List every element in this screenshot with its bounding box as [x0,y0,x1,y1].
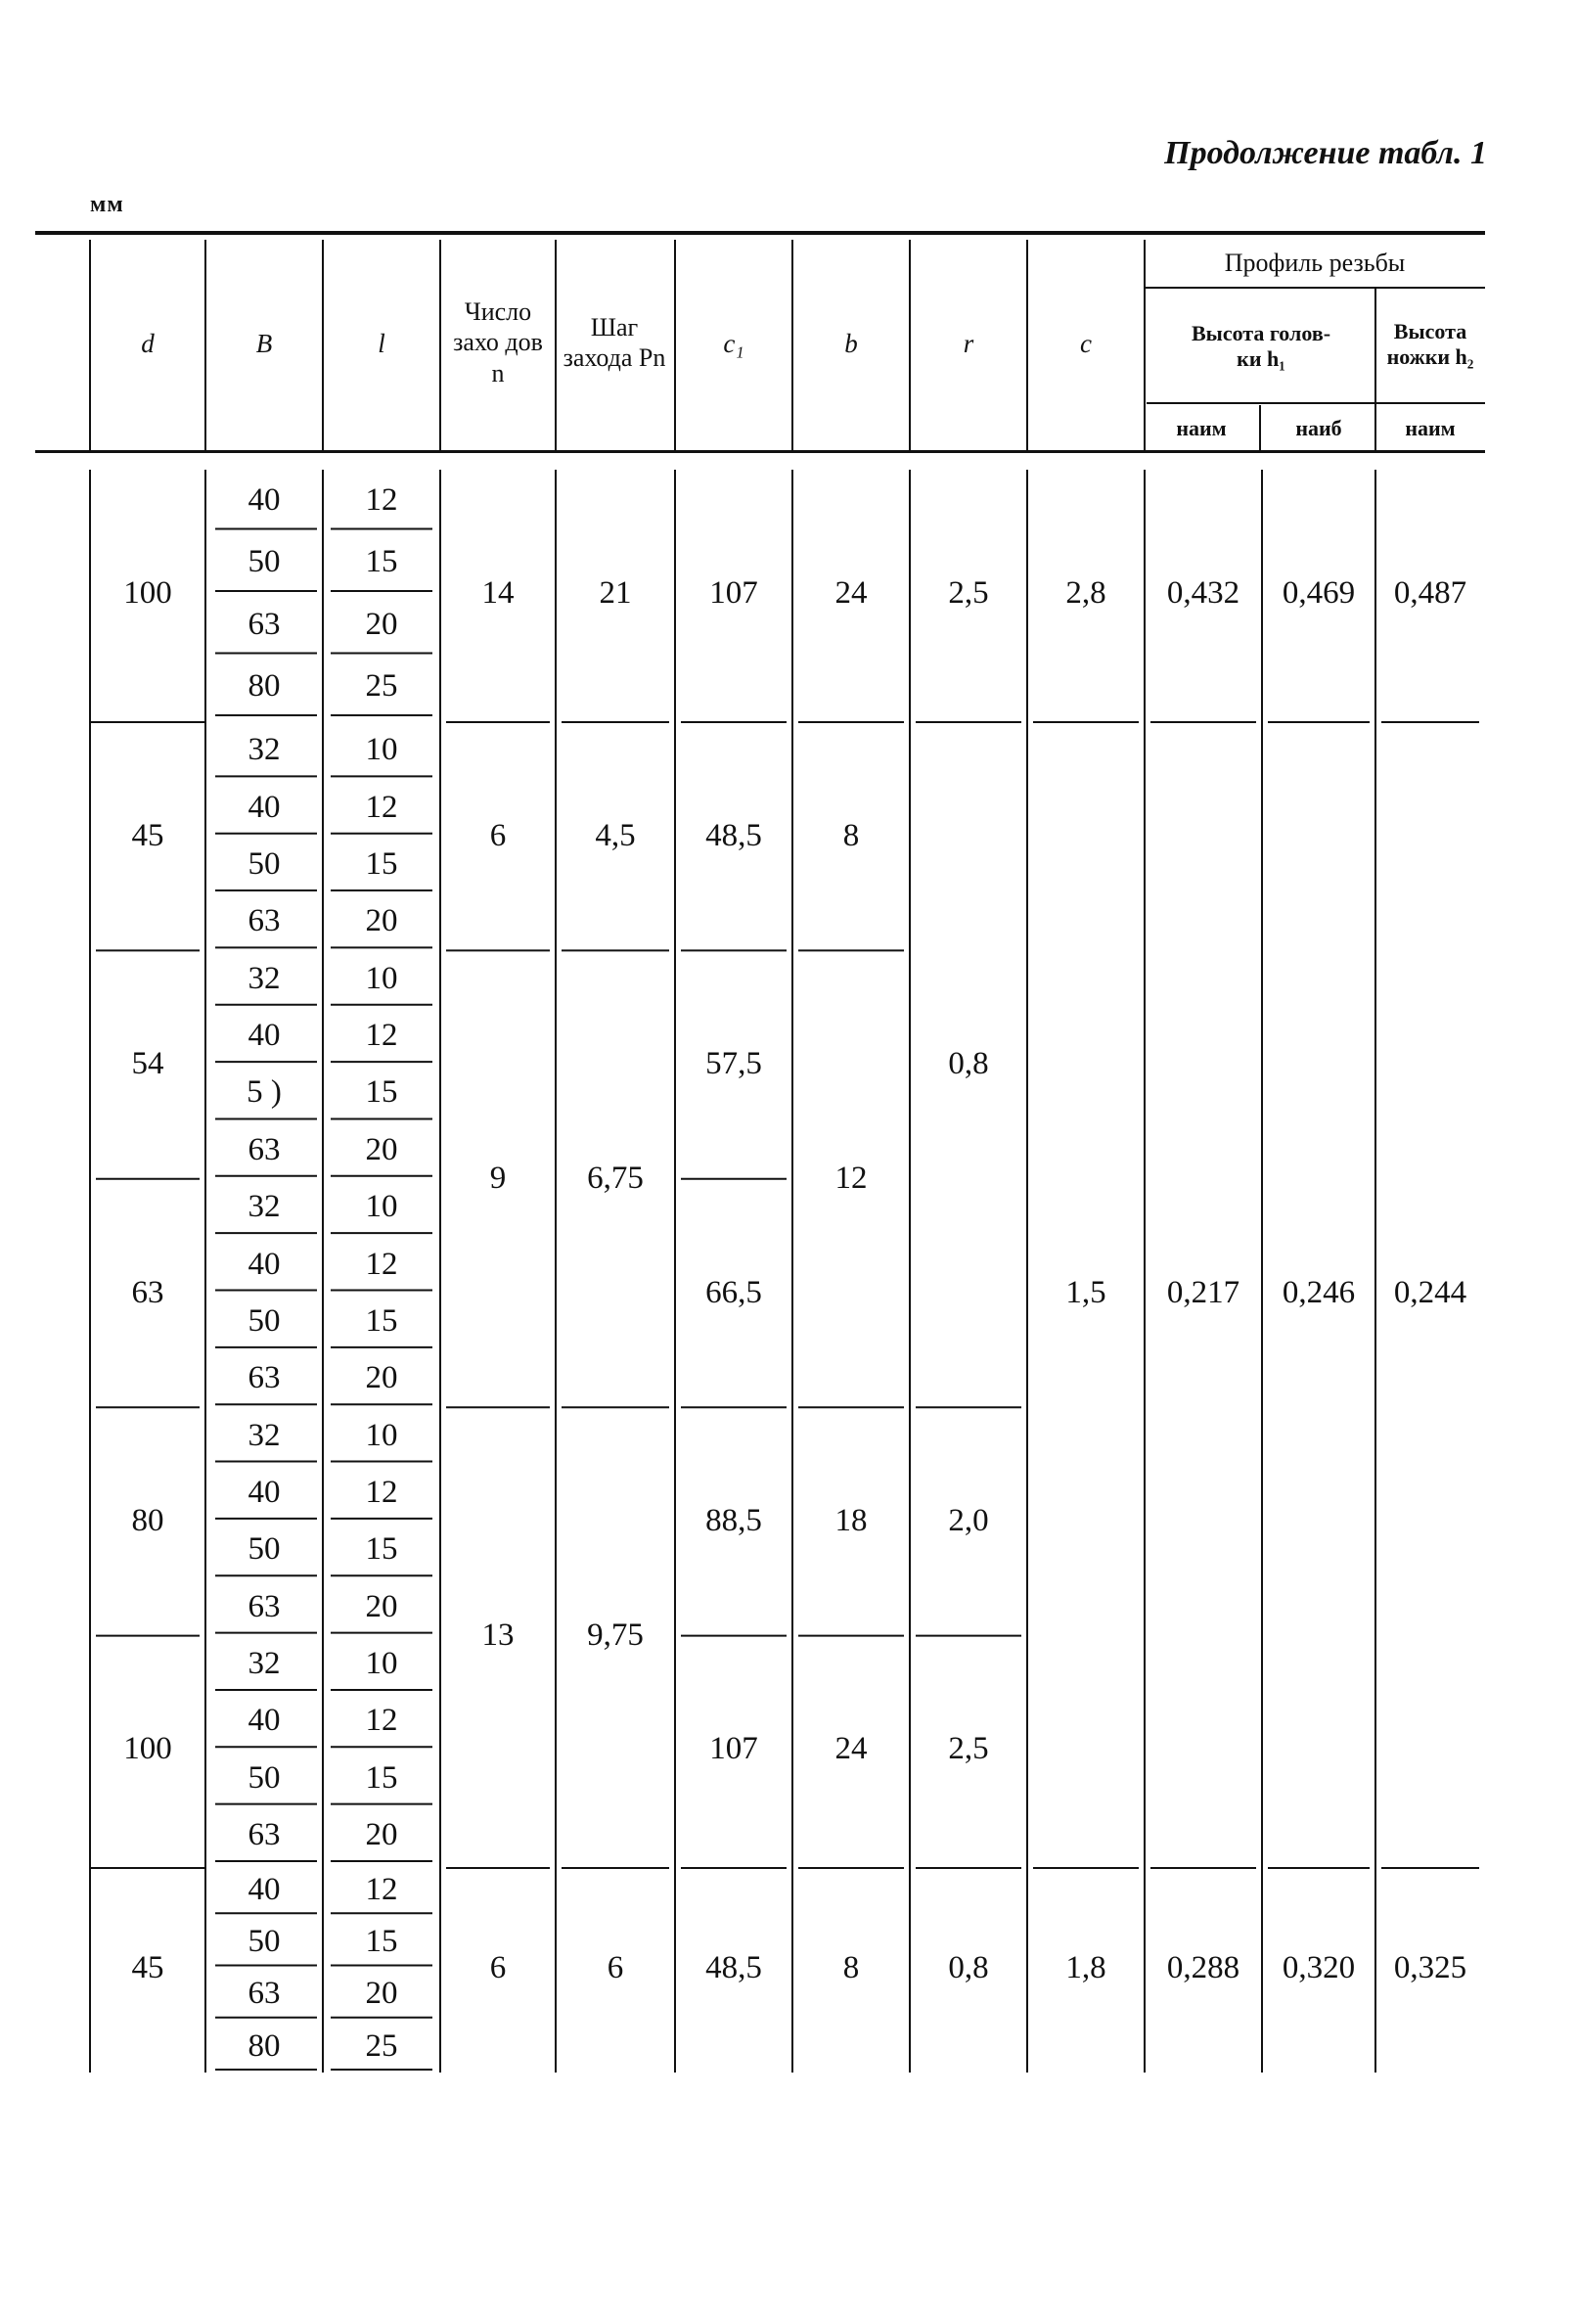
cell-b: 8 [842,817,860,853]
cell-pn: 6,75 [587,1160,644,1196]
cell-b-width: 32 [248,732,281,768]
cell-n: 13 [481,1617,515,1653]
header-n: Число захо дов n [453,297,543,387]
cell-b-width: 50 [248,1924,281,1960]
cell-d: 80 [131,1503,164,1539]
header-l: l [378,328,385,358]
cell-l: 15 [365,544,398,580]
cell-l: 12 [365,1703,398,1739]
cell-b-width: 63 [248,606,281,642]
cell-b-width: 63 [248,1360,281,1396]
cell-l: 15 [365,846,398,883]
header-naim: наим [1176,415,1227,440]
cell-h1max: 0,246 [1282,1274,1356,1310]
cell-b-width: 32 [248,960,281,996]
cell-n: 9 [489,1160,507,1196]
cell-b-width: 63 [248,1131,281,1167]
header-profile: Профиль резьбы [1224,249,1406,278]
cell-h2min: 0,325 [1393,1949,1467,1985]
header-c1: c₁ [723,328,744,358]
unit-label: мм [90,192,124,217]
cell-l: 15 [365,1531,398,1568]
cell-b-width: 63 [248,903,281,939]
cell-c1: 48,5 [705,817,762,853]
cell-b-width: 50 [248,1531,281,1568]
header-d: d [141,328,155,358]
cell-r: 0,8 [948,1046,989,1082]
cell-b-width: 32 [248,1417,281,1453]
cell-l: 15 [365,1302,398,1339]
cell-b-width: 50 [248,544,281,580]
cell-b-width: 40 [248,789,281,825]
cell-h1min: 0,432 [1166,575,1240,612]
cell-l: 15 [365,1759,398,1796]
cell-l: 10 [365,1189,398,1225]
cell-c: 1,8 [1065,1949,1106,1985]
cell-n: 6 [489,1949,507,1985]
cell-d: 45 [131,817,164,853]
header-b: b [844,328,858,358]
cell-l: 20 [365,1588,398,1624]
cell-b: 18 [834,1503,868,1539]
cell-r: 0,8 [948,1949,989,1985]
header-naib: наиб [1295,415,1342,440]
cell-l: 10 [365,960,398,996]
cell-l: 12 [365,1871,398,1907]
cell-b-width: 40 [248,1246,281,1282]
cell-b-width: 40 [248,1871,281,1907]
cell-b-width: 32 [248,1645,281,1681]
header-foot-height: Высота ножки h₂ [1386,318,1474,369]
cell-d: 63 [131,1274,164,1310]
cell-pn: 4,5 [595,817,636,853]
cell-pn: 21 [599,575,632,612]
cell-h2min: 0,487 [1393,575,1467,612]
cell-l: 10 [365,1645,398,1681]
cell-d: 100 [123,1731,172,1767]
cell-l: 20 [365,1360,398,1396]
cell-r: 2,5 [948,1731,989,1767]
cell-l: 15 [365,1074,398,1111]
cell-d: 100 [123,575,172,612]
cell-h1min: 0,288 [1166,1949,1240,1985]
cell-l: 15 [365,1924,398,1960]
cell-h1max: 0,320 [1282,1949,1356,1985]
cell-l: 12 [365,1474,398,1510]
cell-l: 20 [365,1131,398,1167]
cell-l: 20 [365,1976,398,2012]
cell-c: 2,8 [1065,575,1106,612]
cell-c1: 88,5 [705,1503,762,1539]
cell-d: 54 [131,1046,164,1082]
cell-l: 20 [365,1817,398,1853]
header-b-width: B [255,328,273,358]
cell-r: 2,0 [948,1503,989,1539]
cell-b-width: 50 [248,1759,281,1796]
cell-b-width: 80 [248,2028,281,2064]
cell-c: 1,5 [1065,1274,1106,1310]
cell-d: 45 [131,1949,164,1985]
cell-c1: 48,5 [705,1949,762,1985]
cell-b-width: 40 [248,1474,281,1510]
cell-b: 24 [834,1731,868,1767]
cell-b-width: 80 [248,668,281,705]
cell-n: 14 [481,575,515,612]
cell-l: 12 [365,481,398,518]
cell-l: 10 [365,732,398,768]
cell-l: 10 [365,1417,398,1453]
cell-b-width: 40 [248,1703,281,1739]
cell-pn: 9,75 [587,1617,644,1653]
cell-b-width: 50 [248,1302,281,1339]
header-r: r [963,328,974,358]
cell-l: 25 [365,2028,398,2064]
cell-b-width: 63 [248,1588,281,1624]
cell-l: 20 [365,606,398,642]
cell-c1: 66,5 [705,1274,762,1310]
cell-n: 6 [489,817,507,853]
cell-l: 12 [365,1018,398,1054]
cell-b-width: 63 [248,1976,281,2012]
cell-l: 25 [365,668,398,705]
cell-b-width: 32 [248,1189,281,1225]
header-naim-foot: наим [1405,415,1456,440]
cell-b-width: 63 [248,1817,281,1853]
cell-pn: 6 [607,1949,624,1985]
cell-l: 12 [365,789,398,825]
cell-c1: 107 [709,1731,758,1767]
cell-c1: 107 [709,575,758,612]
cell-l: 12 [365,1246,398,1282]
header-head-height: Высота голов- ки h₁ [1191,320,1331,371]
cell-b: 24 [834,575,868,612]
cell-h2min: 0,244 [1393,1274,1467,1310]
cell-b-width: 50 [248,846,281,883]
header-c: c [1080,328,1092,358]
cell-h1max: 0,469 [1282,575,1356,612]
cell-r: 2,5 [948,575,989,612]
page-caption: Продолжение табл. 1 [1164,135,1487,171]
cell-b-width: 40 [248,481,281,518]
cell-b-width: 5 ) [247,1074,282,1111]
cell-l: 20 [365,903,398,939]
cell-b: 8 [842,1949,860,1985]
cell-b-width: 40 [248,1018,281,1054]
header-pn: Шаг захода Pn [563,312,666,372]
cell-h1min: 0,217 [1166,1274,1240,1310]
cell-b: 12 [834,1160,868,1196]
cell-c1: 57,5 [705,1046,762,1082]
